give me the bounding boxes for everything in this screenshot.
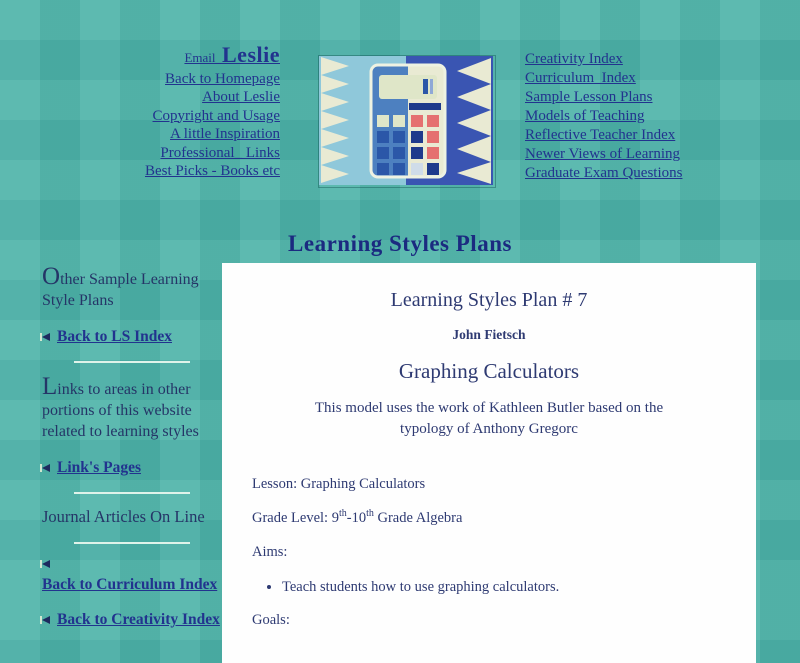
aims-label: Aims: [252,544,288,560]
grade-text: Grade Level: 9 [252,510,339,526]
link-curriculum-index[interactable]: Curriculum Index [525,70,636,86]
lesson-line: Lesson: Graphing Calculators [252,476,426,492]
aims-list-item: • Teach students how to use graphing calculators. [282,578,726,597]
grade-text: -10 [346,510,367,526]
page-title: Learning Styles Plans [288,231,512,257]
link-bottom-partial[interactable]: Back to Creativity Index [57,611,220,628]
sidebar-item-links-pages[interactable] [42,458,222,477]
aims-list [282,578,726,597]
plan-title: Learning Styles Plan # 7 [390,289,588,311]
sidebar [42,263,222,629]
link-professional-links[interactable]: Professional_ Links [160,144,280,161]
link-little-inspiration[interactable]: A little Inspiration [170,126,280,142]
content-panel-inner [222,263,756,629]
sidebar-heading-links-areas [42,373,222,442]
sidebar-divider [74,492,189,494]
link-creativity-index[interactable]: Creativity Index [525,51,623,67]
left-nav [60,42,280,181]
sidebar-heading-journal-articles: Journal Articles On Line [42,507,205,526]
link-models-of-teaching[interactable]: Models of Teaching [525,108,645,124]
link-best-picks[interactable]: Best Picks - Books etc [145,163,280,179]
sidebar-heading-text: inks to areas in other portions of this website related to learning styles [42,381,199,440]
drop-cap: L [42,373,58,400]
link-back-to-ls-index[interactable]: Back to LS Index [57,328,172,345]
content-panel [222,263,756,663]
arrow-bullet-icon [42,560,50,568]
arrow-bullet-icon [42,616,50,624]
sidebar-divider [74,542,189,544]
arrow-bullet-icon [42,333,50,341]
email-label: Email_ [184,50,222,65]
leslie-name: Leslie [222,42,280,67]
sidebar-heading-other-plans [42,263,222,311]
email-leslie-link[interactable] [60,42,280,68]
link-graduate-exam-questions[interactable]: Graduate Exam Questions [525,165,683,181]
grade-line [252,510,726,527]
calculator-graphic [318,55,496,188]
link-about-leslie[interactable]: About Leslie [202,89,280,105]
grade-text: Grade Algebra [373,510,463,526]
model-note: This model uses the work of Kathleen Butler based on the typology of Anthony Gregorc [314,400,664,437]
sidebar-item-ls-index[interactable] [42,327,222,346]
link-back-to-curriculum-index[interactable]: Back to Curriculum Index [42,576,218,593]
sidebar-item-bottom-partial[interactable] [42,610,222,629]
drop-cap: O [42,263,61,290]
right-nav [525,50,682,183]
link-back-to-homepage[interactable]: Back to Homepage [165,70,280,87]
sidebar-divider [74,361,189,363]
link-sample-lesson-plans[interactable]: Sample Lesson Plans [525,89,653,105]
plan-author: John Fietsch [452,327,526,342]
sidebar-heading-text: ther Sample Learning Style Plans [42,271,199,309]
goals-label: Goals: [252,612,290,628]
plan-subtitle: Graphing Calculators [398,359,580,383]
link-links-pages[interactable]: Link's Pages [57,459,141,476]
grade-superscript: th [338,508,347,520]
link-copyright-usage[interactable]: Copyright and Usage [152,107,280,124]
grade-superscript: th [366,508,374,520]
arrow-bullet-icon [42,464,50,472]
link-newer-views-of-learning[interactable]: Newer Views of Learning [525,146,681,162]
plan-body [252,476,726,629]
link-reflective-teacher-index[interactable]: Reflective Teacher Index [525,127,676,143]
sidebar-item-curriculum-index[interactable] [42,560,222,594]
